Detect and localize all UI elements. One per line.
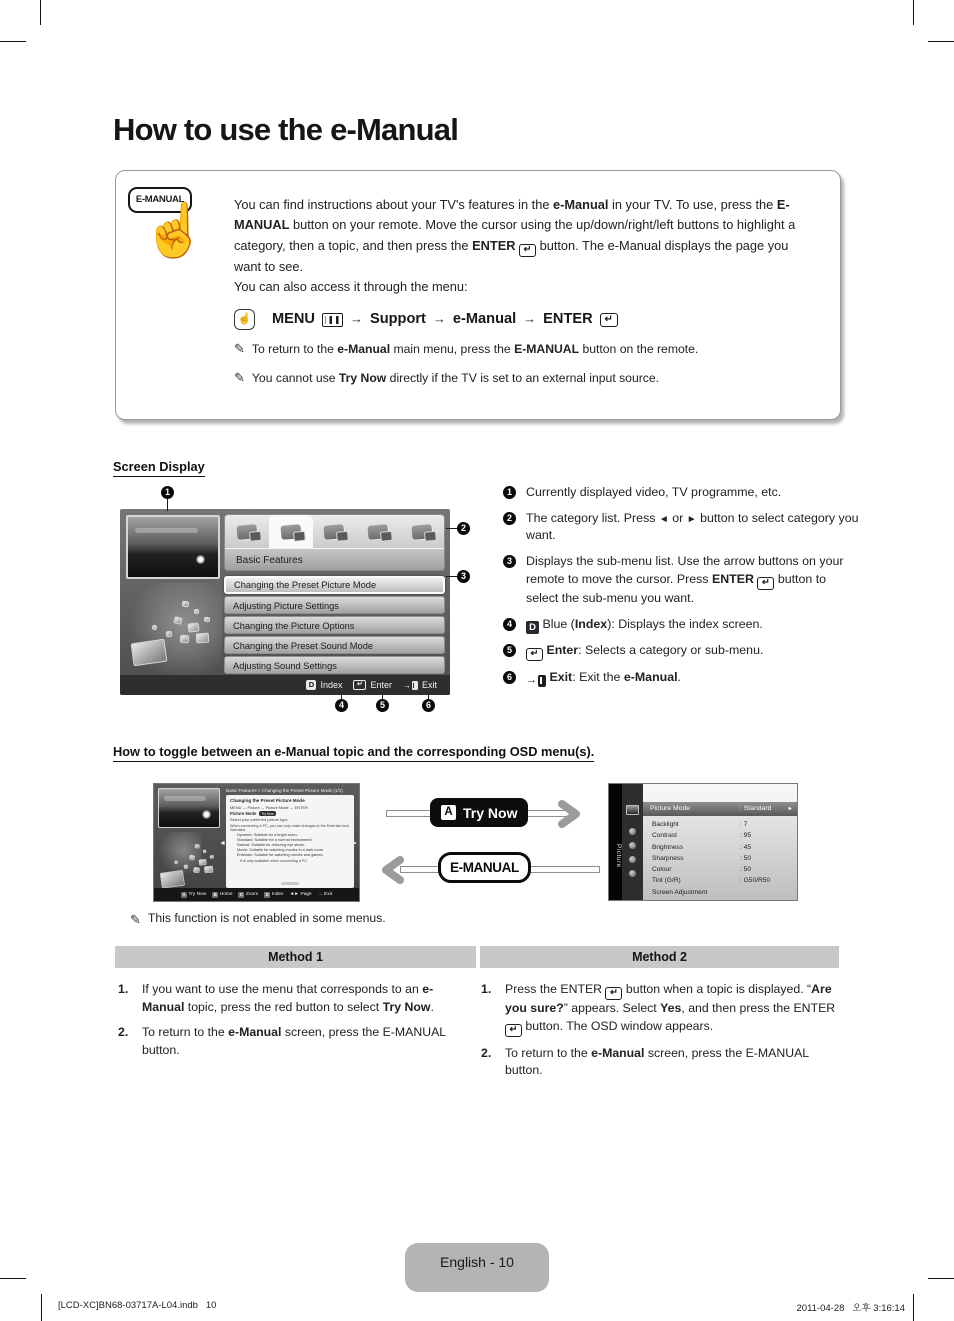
exit-icon: → [403,681,418,690]
annotation-list [503,484,859,696]
enter-icon: ↵ [526,648,543,661]
category-tab-icon [236,524,257,540]
osd-menu-icon [629,842,636,849]
floating-icons-art [122,583,222,689]
yellow-button-icon: C [239,891,244,897]
menu-path: ☝ MENU → Support → e-Manual → ENTER ↵ [234,308,818,331]
topic-menu-path: MENU → Picture → Picture Mode → ENTER [230,804,308,810]
enter-icon: ↵ [353,680,366,690]
category-tab-icon [368,524,389,540]
osd-row: Tint (G/R) : G50/R50 [652,877,771,885]
pointing-hand-icon: ☝ [142,202,207,260]
intro-also-line: You can also access it through the menu: [234,279,468,295]
exit-icon: → [526,673,546,689]
osd-row: Brightness : 45 [652,843,751,851]
callout-2: 2 [457,522,470,535]
osd-row-highlighted: Picture Mode : Standard ► [643,802,797,816]
method-1-steps [118,981,470,1067]
callout-1: 1 [161,486,174,499]
topic-pc-note: It is only available when connecting a PC. [240,858,309,863]
topic-breadcrumb: Basic Features > Changing the Preset Picture Mode (1/1) [226,788,343,793]
enter-icon: ↵ [605,987,622,1000]
thumbnail-art [164,796,206,801]
callout-number: 3 [503,555,516,568]
right-direction-arrow [552,798,584,830]
category-tab [225,515,269,548]
page-indicator [281,882,299,886]
annotation-item-1: 1 Currently displayed video, TV programme, etc. [503,484,859,502]
right-arrow-icon: ► [787,806,793,812]
e-manual-screen-figure [120,509,450,695]
category-tab [356,515,400,548]
page-title: How to use the e-Manual [113,112,459,147]
e-manual-key-icon: E-MANUAL [128,187,192,213]
submenu-list [224,576,445,676]
annotation-item-2: 2 The category list. Press ◄ or ► button to select category you want. [503,510,859,545]
crop-mark [40,0,41,25]
topic-note: When connecting a PC, you can only make changes to the Entertain and Standard. [230,823,349,832]
osd-main-area [643,784,797,900]
try-now-chip: Try Now [261,811,274,816]
topic-bullet: Dynamic: Suitable for a bright room. [237,833,298,837]
crop-mark [0,1278,26,1279]
topic-bullet: Movie: Suitable for watching movies in a dark room. [237,848,324,852]
osd-row: Contrast : 95 [652,832,751,840]
index-hint: D Index [306,680,342,690]
toggle-note: ✎ This function is not enabled in some menus. [130,911,386,929]
topic-desc: Select your preferred picture type. [230,817,289,822]
category-label: Basic Features [225,548,444,571]
submenu-item: Adjusting Sound Settings [224,656,445,674]
submenu-item: Adjusting Picture Settings [224,596,445,614]
osd-icon-column [622,784,643,900]
annotation-item-3: 3 Displays the sub-menu list. Use the arrow buttons on your remote to move the cursor. Press ENTER ↵ button to select the sub-menu you want. [503,553,859,607]
topic-content-panel [226,795,354,888]
osd-menu-icon [629,828,636,835]
blue-button-icon: D [306,680,316,690]
enter-icon: ↵ [757,577,774,590]
category-tab-icon [324,524,345,540]
pencil-note-icon: ✎ [130,912,141,927]
method-1-header: Method 1 [115,946,476,968]
submenu-item: Changing the Picture Options [224,616,445,634]
osd-menu-icon [629,856,636,863]
osd-top-band [643,784,797,802]
thumbnail-art [202,810,211,819]
red-a-button-icon: A [441,805,456,820]
intro-box [115,170,841,420]
picture-mode-thumb-icon [626,805,639,815]
topic-bullet: Standard: Suitable for a normal environment. [237,838,313,842]
remote-button-icon: ☝ [234,309,255,330]
callout-4: 4 [335,699,348,712]
exit-hint: → Exit [402,680,437,690]
enter-icon: ↵ [505,1024,522,1037]
category-tab-active [269,515,313,548]
method-2-header: Method 2 [480,946,839,968]
callout-number: 4 [503,618,516,631]
topic-title: Changing the Preset Picture Mode [230,798,305,803]
screen-display-heading: Screen Display [113,459,205,477]
enter-hint: ↵ Enter [353,680,392,690]
page-right-arrow: ► [351,840,358,847]
crop-mark [913,1294,914,1321]
toggle-heading: How to toggle between an e-Manual topic and the corresponding OSD menu(s). [113,744,594,762]
osd-row: Colour : 50 [652,866,751,874]
figure-bottom-bar [120,675,450,695]
annotation-item-4: 4 D Blue (Index): Displays the index screen. [503,616,859,634]
blue-button-icon: D [265,891,269,897]
osd-category-label: Picture [609,784,622,900]
video-thumbnail [126,515,220,579]
arrow-icon: → [523,311,537,327]
category-tab-bar [225,515,444,548]
callout-number: 5 [503,644,516,657]
arrow-icon: → [349,311,363,327]
crop-mark [928,1278,954,1279]
video-thumbnail [158,788,220,828]
method-step: 2. To return to the e-Manual screen, press the E-MANUAL button. [118,1025,446,1057]
intro-paragraph: You can find instructions about your TV's features in the e-Manual in your TV. To use, press the E-MANUAL button on your remote. Move the cursor using the up/down/right/left buttons to highlight a category, then a topic, and then press the ENTER ↵ button. The e-Manual displays the page you want to see. [234,197,796,274]
osd-row: Sharpness : 50 [652,854,751,862]
callout-5: 5 [376,699,389,712]
crop-mark [0,41,26,42]
osd-menu-figure [608,783,798,901]
topic-bullet: Natural: Suitable for reducing eye strain. [237,843,305,847]
blue-button-icon: D [526,621,539,634]
thumbnail-art [135,528,198,533]
left-arrow-icon: ◄ [658,513,669,525]
method-2-steps [481,981,838,1088]
category-tab-icon [280,524,301,540]
e-manual-topic-figure [153,783,360,902]
callout-number: 6 [503,671,516,684]
enter-icon: ↵ [600,313,618,327]
topic-bottom-bar: A Try Now B Home C Zoom D Index ◄► Page → Exit [154,888,359,901]
submenu-item: Changing the Preset Sound Mode [224,636,445,654]
page-number-badge: English - 10 [405,1243,549,1292]
floating-icons-art [154,832,202,878]
left-direction-arrow [378,854,410,886]
note-line: ✎ You cannot use Try Now directly if the TV is set to an external input source. [234,369,818,389]
category-tab-icon [412,524,433,540]
callout-line [167,499,168,511]
osd-row: Screen Adjustment [652,888,708,896]
method-step: 2. To return to the e-Manual screen, press the E-MANUAL button. [481,1045,809,1078]
exit-icon: → [317,892,323,897]
osd-menu-icon [629,870,636,877]
submenu-item: Changing the Preset Picture Mode [224,576,445,594]
method-step: 1. Press the ENTER ↵ button when a topic is displayed. “Are you sure?” appears. Select Yes, and then press the ENTER ↵ button. The OSD window appears. [481,982,836,1035]
green-button-icon: B [213,891,217,897]
arrow-icon: → [432,311,446,327]
annotation-item-6: 6 → Exit: Exit the e-Manual. [503,669,859,689]
callout-3: 3 [457,570,470,583]
method-step: 1. If you want to use the menu that corresponds to an e-Manual topic, press the red button to select Try Now. [118,982,434,1014]
pencil-note-icon: ✎ [234,369,245,385]
imprint-filename: [LCD-XC]BN68-03717A-L04.indb 10 [58,1300,217,1311]
enter-icon: ↵ [519,244,536,257]
osd-row: Backlight : 7 [652,821,748,828]
category-tab [400,515,444,548]
topic-bullet: Entertain: Suitable for watching movies and games. [237,853,324,857]
topic-mode-line: Picture Mode Try Now [230,811,274,816]
callout-number: 2 [503,512,516,525]
note-line: ✎ To return to the e-Manual main menu, press the E-MANUAL button on the remote. [234,340,818,360]
pencil-note-icon: ✎ [234,341,245,357]
page-arrows-icon: ◄► [289,892,299,897]
intro-text [234,195,818,388]
try-now-button-illustration: A Try Now [430,798,528,827]
category-panel [224,514,445,571]
imprint-timestamp: 2011-04-28 오후 3:16:14 [796,1303,905,1314]
crop-mark [41,1294,42,1321]
category-tab [313,515,357,548]
red-button-icon: A [182,891,186,897]
crop-mark [928,41,954,42]
annotation-item-5: 5 ↵ Enter: Selects a category or sub-menu. [503,642,859,661]
callout-number: 1 [503,486,516,499]
menu-grid-icon [322,313,343,327]
e-manual-button-illustration: E-MANUAL [438,852,531,883]
right-arrow-icon: ► [686,513,697,525]
page-left-arrow: ◄ [219,840,226,847]
thumbnail-art [196,555,205,564]
callout-6: 6 [422,699,435,712]
crop-mark [913,0,914,25]
